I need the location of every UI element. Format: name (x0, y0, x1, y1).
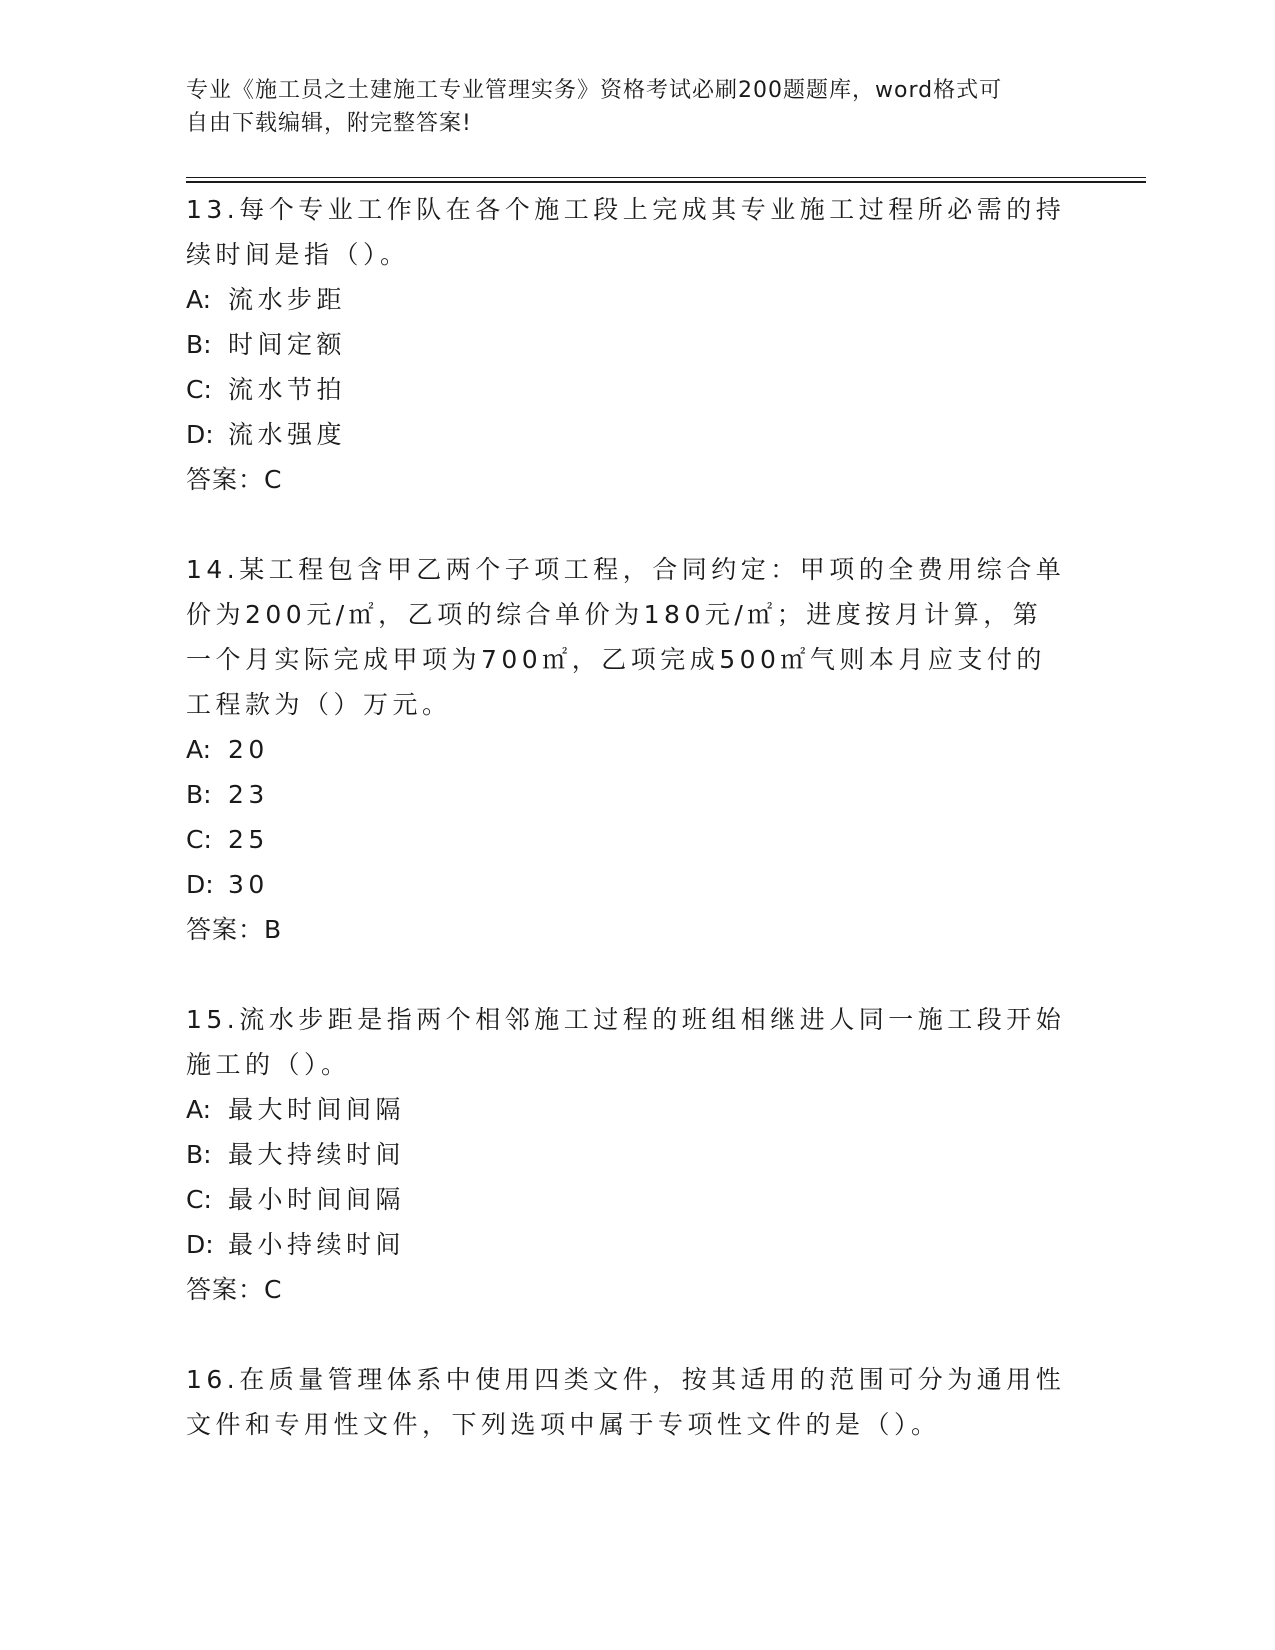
option-text: 最大持续时间 (228, 1140, 406, 1169)
option-text: 流水强度 (228, 420, 347, 449)
option-a (186, 1087, 1066, 1132)
header-rule-bottom (186, 181, 1146, 183)
option-letter: A: (186, 735, 212, 764)
option-text: 30 (228, 870, 269, 899)
option-letter: B: (186, 1140, 212, 1169)
question-15 (186, 997, 1066, 1312)
option-text: 23 (228, 780, 269, 809)
question-stem: 16.在质量管理体系中使用四类文件，按其适用的范围可分为通用性文件和专用性文件，下列选项中属于专项性文件的是（）。 (186, 1365, 1066, 1439)
option-b (186, 1132, 1066, 1177)
option-a (186, 727, 1066, 772)
option-c (186, 367, 1066, 412)
option-b (186, 322, 1066, 367)
option-c (186, 1177, 1066, 1222)
option-text: 时间定额 (228, 330, 347, 359)
option-text: 最小时间间隔 (228, 1185, 406, 1214)
question-stem: 14.某工程包含甲乙两个子项工程，合同约定：甲项的全费用综合单价为200元/㎡，乙项的综合单价为180元/㎡；进度按月计算，第一个月实际完成甲项为700㎡，乙项完成500㎡气则本月应支付的工程款为（）万元。 (186, 555, 1066, 719)
answer-label: 答案：C (186, 1275, 283, 1304)
option-text: 20 (228, 735, 269, 764)
document-header (186, 74, 1066, 140)
option-text: 最大时间间隔 (228, 1095, 406, 1124)
option-d (186, 862, 1066, 907)
option-text: 流水节拍 (228, 375, 347, 404)
option-letter: A: (186, 285, 212, 314)
question-14 (186, 547, 1066, 952)
option-d (186, 1222, 1066, 1267)
option-c (186, 817, 1066, 862)
option-letter: A: (186, 1095, 212, 1124)
option-a (186, 277, 1066, 322)
option-text: 流水步距 (228, 285, 347, 314)
question-stem: 15.流水步距是指两个相邻施工过程的班组相继进人同一施工段开始施工的（）。 (186, 1005, 1066, 1079)
header-line-1: 专业《施工员之土建施工专业管理实务》资格考试必刷200题题库，word格式可 (186, 78, 1003, 103)
option-d (186, 412, 1066, 457)
option-text: 25 (228, 825, 269, 854)
option-text: 最小持续时间 (228, 1230, 406, 1259)
option-letter: B: (186, 780, 212, 809)
option-letter: C: (186, 375, 212, 404)
header-line-2: 自由下载编辑，附完整答案! (186, 111, 472, 136)
question-16 (186, 1357, 1066, 1447)
option-letter: B: (186, 330, 212, 359)
option-letter: C: (186, 825, 212, 854)
option-letter: D: (186, 420, 214, 449)
answer-label: 答案：C (186, 465, 283, 494)
option-letter: C: (186, 1185, 212, 1214)
question-stem: 13.每个专业工作队在各个施工段上完成其专业施工过程所必需的持续时间是指（）。 (186, 195, 1066, 269)
question-13 (186, 187, 1066, 502)
option-letter: D: (186, 870, 214, 899)
answer-label: 答案：B (186, 915, 283, 944)
option-letter: D: (186, 1230, 214, 1259)
header-rule-top (186, 177, 1146, 178)
option-b (186, 772, 1066, 817)
